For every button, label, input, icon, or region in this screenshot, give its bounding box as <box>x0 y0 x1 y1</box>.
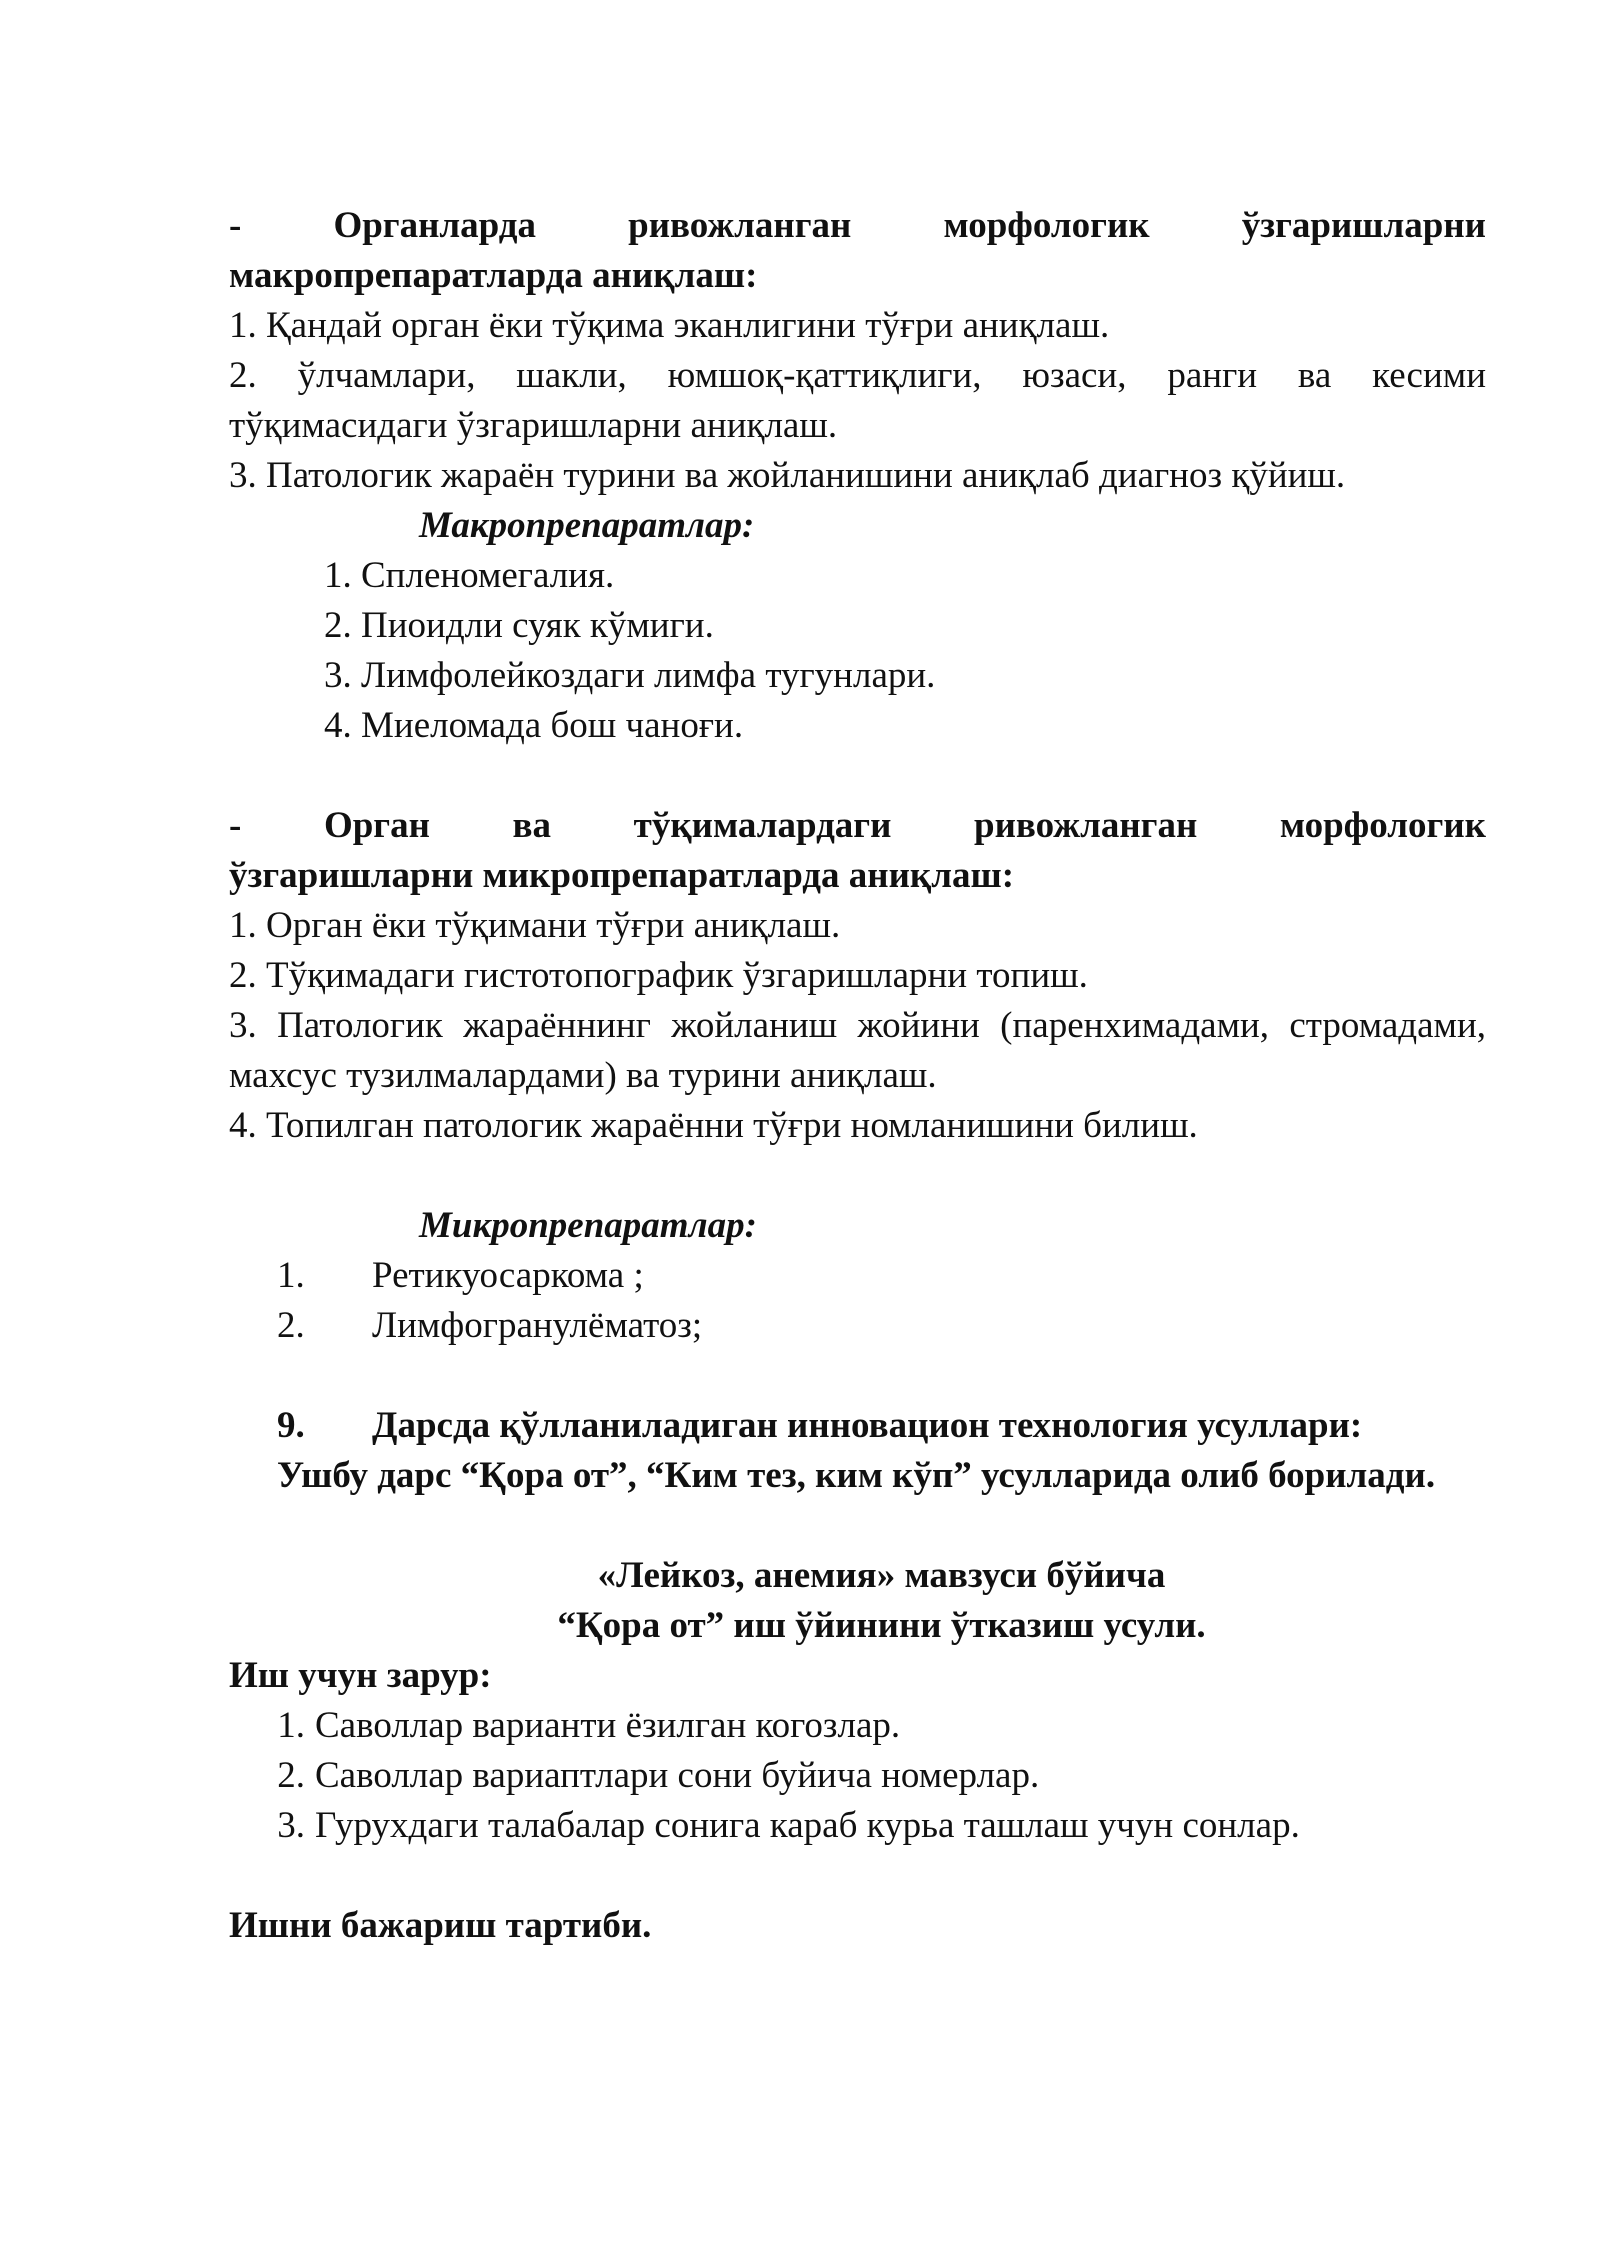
macro-subheading: Макропрепаратлар: <box>419 505 755 546</box>
micro-heading-line2: ўзгаришларни микропрепаратларда аниқлаш: <box>229 855 1015 896</box>
list-text: Лимфогранулёматоз; <box>372 1305 703 1346</box>
list-number: 2. <box>277 1755 305 1796</box>
list-text: Саволлар варианти ёзилган когозлар. <box>315 1705 901 1746</box>
need-item-1 <box>261 1701 1486 1751</box>
macro-prep-4: 4. Миеломада бош чаноғи. <box>324 705 744 746</box>
spacer <box>229 1501 1486 1551</box>
list-text: Саволлар вариаптлари сони буйича номерлар. <box>315 1755 1040 1796</box>
macro-item-2: 2. ўлчамлари, шакли, юмшоқ-қаттиқлиги, юзаси, ранги ва кесими тўқимасидаги ўзгаришларни аниқлаш. <box>229 355 1486 446</box>
spacer <box>229 1351 1486 1401</box>
spacer <box>229 1151 1486 1201</box>
micro-prep-2 <box>229 1301 1486 1351</box>
micro-prep-1 <box>229 1251 1486 1301</box>
macro-item-3: 3. Патологик жараён турини ва жойланишини аниқлаб диагноз қўйиш. <box>229 455 1346 496</box>
order-label: Ишни бажариш тартиби. <box>229 1905 652 1946</box>
section-9-heading <box>277 1401 1486 1451</box>
need-item-3 <box>261 1801 1486 1851</box>
section-9-body: Ушбу дарс “Қора от”, “Ким тез, ким кўп” усулларида олиб борилади. <box>277 1455 1436 1496</box>
micro-item-4: 4. Топилган патологик жараённи тўғри номланишини билиш. <box>229 1105 1198 1146</box>
list-number: 3. <box>277 1805 305 1846</box>
spacer <box>229 1851 1486 1901</box>
micro-heading-line1: - Орган ва тўқималардаги ривожланган морфологик <box>229 805 1486 846</box>
micro-subheading: Микропрепаратлар: <box>419 1205 757 1246</box>
macro-prep-1: 1. Спленомегалия. <box>324 555 615 596</box>
list-number: 1. <box>277 1255 305 1296</box>
macro-prep-3: 3. Лимфолейкоздаги лимфа тугунлари. <box>324 655 936 696</box>
method-title-line1: «Лейкоз, анемия» мавзуси бўйича <box>597 1555 1166 1596</box>
need-item-2 <box>261 1751 1486 1801</box>
need-list <box>229 1701 1486 1851</box>
method-title-line2: “Қора от” иш ўйинини ўтказиш усули. <box>557 1605 1206 1646</box>
spacer <box>229 751 1486 801</box>
list-number: 2. <box>277 1305 305 1346</box>
document-page <box>229 201 1486 1951</box>
micro-item-3: 3. Патологик жараённинг жойланиш жойини (паренхимадами, стромадами, махсус тузилмалардами) ва турини аниқлаш. <box>229 1005 1486 1096</box>
list-number: 1. <box>277 1705 305 1746</box>
list-text: Ретикуосаркома ; <box>372 1255 644 1296</box>
section-9-title: Дарсда қўлланиладиган инновацион технология усуллари: <box>372 1405 1363 1446</box>
macro-heading-line1: - Органларда ривожланган морфологик ўзгаришларни <box>229 205 1486 246</box>
micro-item-2: 2. Тўқимадаги гистотопографик ўзгаришларни топиш. <box>229 955 1088 996</box>
section-9-number: 9. <box>277 1405 305 1446</box>
section-9 <box>229 1401 1486 1501</box>
macro-prep-2: 2. Пиоидли суяк кўмиги. <box>324 605 714 646</box>
micro-item-1: 1. Орган ёки тўқимани тўғри аниқлаш. <box>229 905 841 946</box>
list-text: Гурухдаги талабалар сонига караб курьа ташлаш учун сонлар. <box>315 1805 1300 1846</box>
macro-heading-line2: макропрепаратларда аниқлаш: <box>229 255 758 296</box>
need-label: Иш учун зарур: <box>229 1655 492 1696</box>
macro-item-1: 1. Қандай орган ёки тўқима эканлигини тўғри аниқлаш. <box>229 305 1110 346</box>
